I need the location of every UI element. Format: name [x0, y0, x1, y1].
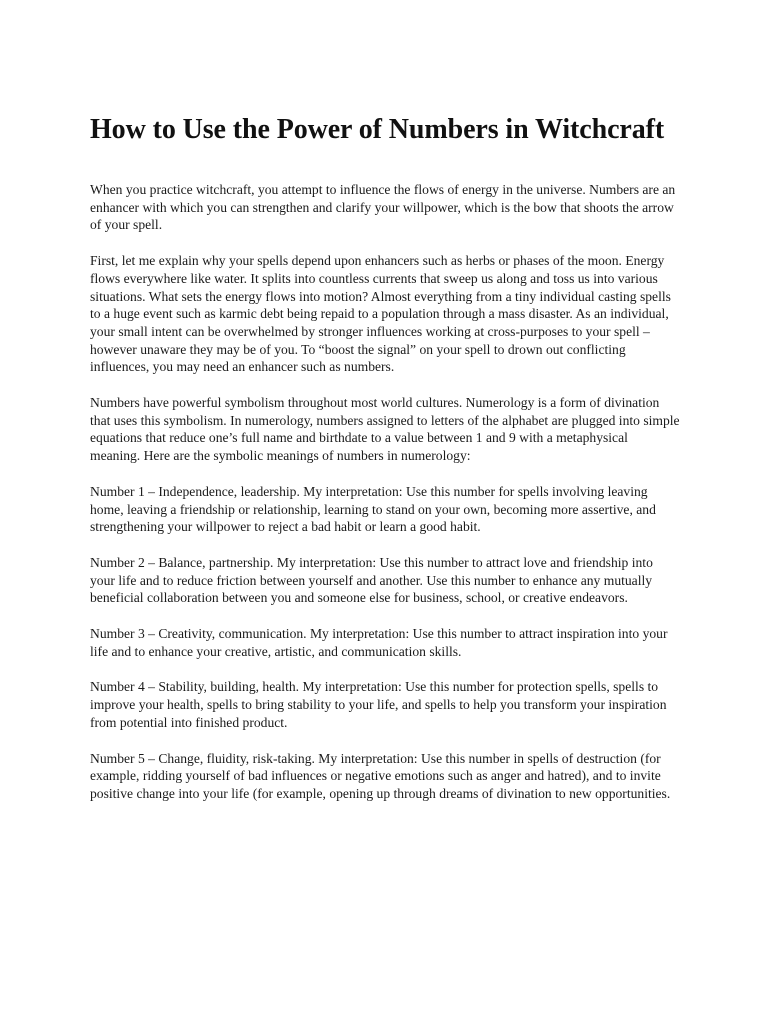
paragraph-number-4: Number 4 – Stability, building, health. My interpretation: Use this number for protection spells, spells to improve your health, spells to bring stability to your life, and spells to help you transform your inspiration from potential into finished product. — [90, 679, 667, 730]
paragraph-numerology: Numbers have powerful symbolism throughout most world cultures. Numerology is a form of divination that uses this symbolism. In numerology, numbers assigned to letters of the alphabet are plugged into simple equations that reduce one’s full name and birthdate to a value between 1 and 9 with a metaphysical meaning. Here are the symbolic meanings of numbers in numerology: — [90, 395, 680, 464]
paragraph-number-2: Number 2 – Balance, partnership. My interpretation: Use this number to attract love and friendship into your life and to reduce friction between yourself and another. Use this number to enhance any mutually beneficial collaboration between you and someone else for business, school, or creative endeavors. — [90, 554, 653, 606]
document-body — [90, 112, 680, 821]
paragraph-enhancers: First, let me explain why your spells depend upon enhancers such as herbs or phases of the moon. Energy flows everywhere like water. It splits into countless currents that sweep us along and toss us into various situations. What sets the energy flows into motion? Almost everything from a tiny individual casting spells to a huge event such as karmic debt being repaid to a population through a mass disaster. As an individual, your small intent can be overwhelmed by stronger influences working at cross-purposes to your spell – however unaware they may be of you. To “boost the signal” on your spell to drown out conflicting influences, you may need an enhancer such as numbers. — [90, 253, 671, 375]
document-title: How to Use the Power of Numbers in Witchcraft — [90, 114, 665, 145]
paragraph-intro: When you practice witchcraft, you attempt to influence the flows of energy in the universe. Numbers are an enhancer with which you can strengthen and clarify your willpower, which is the bow that shoots the arrow of your spell. — [90, 182, 676, 233]
paragraph-number-1: Number 1 – Independence, leadership. My interpretation: Use this number for spells involving leaving home, leaving a friendship or relationship, learning to stand on your own, becoming more assertive, and strengthening your willpower to reject a bad habit or learn a good habit. — [90, 483, 656, 535]
paragraph-number-5: Number 5 – Change, fluidity, risk-taking. My interpretation: Use this number in spells of destruction (for example, ridding yourself of bad influences or negative emotions such as anger and hatred), and to invite positive change into your life (for example, opening up through dreams of divination to new opportunities. — [90, 750, 671, 801]
paragraph-number-3: Number 3 – Creativity, communication. My interpretation: Use this number to attract inspiration into your life and to enhance your creative, artistic, and communication skills. — [90, 626, 668, 659]
